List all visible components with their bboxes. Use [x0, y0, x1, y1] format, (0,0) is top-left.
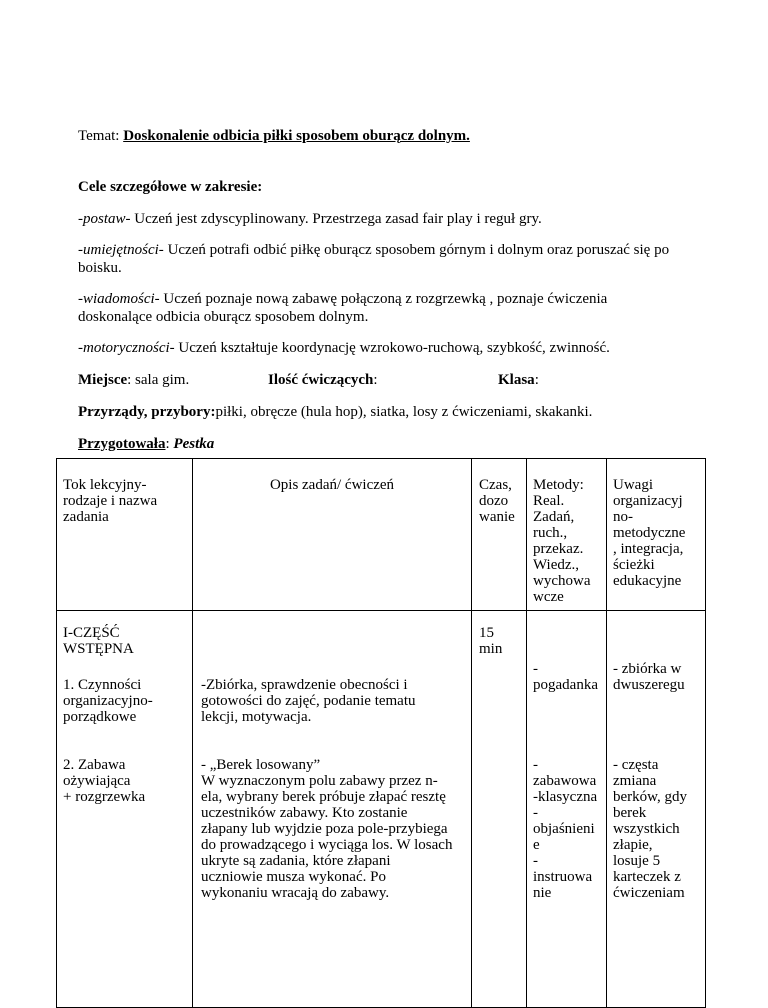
place-value: : sala gim. [127, 372, 190, 388]
header-methods: Metody: Real. Zadań, ruch., przekaz. Wiedz., wychowa wcze [533, 477, 591, 605]
table-row-task: 2. Zabawa ożywiająca + rozgrzewka [63, 757, 146, 805]
goal-umiejetnosci [78, 241, 678, 277]
goal-key: -wiadomości- [78, 291, 160, 307]
section-time: 15 min [479, 625, 503, 657]
column-divider [526, 459, 527, 1007]
goal-text: Uczeń jest zdyscyplinowany. Przestrzega zasad fair play i reguł gry. [130, 211, 542, 227]
header-notes: Uwagi organizacyj no- metodyczne , integracja, ścieżki edukacyjne [613, 477, 686, 589]
header-time: Czas, dozo wanie [479, 477, 515, 525]
place-info [78, 371, 189, 389]
goal-text: Uczeń potrafi odbić piłkę oburącz sposobem górnym i dolnym oraz poruszać się po boisku. [78, 242, 670, 276]
table-row-notes: - częsta zmiana berków, gdy berek wszystkich złapie, losuje 5 karteczek z ćwiczeniam [613, 757, 688, 901]
class-suffix: : [534, 372, 539, 388]
goal-key: -umiejętności- [78, 242, 164, 258]
prepared-line [78, 435, 214, 453]
header-description: Opis zadań/ ćwiczeń [269, 477, 395, 493]
prepared-name: Pestka [173, 436, 215, 452]
topic-label: Temat: [78, 128, 124, 144]
column-divider [192, 459, 193, 1007]
topic-line [78, 127, 470, 145]
equipment-value: piłki, obręcze (hula hop), siatka, losy z ćwiczeniami, skakanki. [215, 404, 593, 420]
count-info [268, 371, 378, 389]
class-info [498, 371, 539, 389]
goal-postaw [78, 210, 542, 228]
place-label: Miejsce [78, 372, 128, 388]
equipment-label: Przyrządy, przybory: [78, 404, 216, 420]
column-divider [606, 459, 607, 1007]
prepared-sep: : [165, 436, 174, 452]
goal-motorycznosci [78, 339, 610, 357]
goals-heading: Cele szczegółowe w zakresie: [78, 179, 263, 195]
header-task: Tok lekcyjny- rodzaje i nazwa zadania [63, 477, 158, 525]
table-row-method: - zabawowa -klasyczna - objaśnieni e - instruowa nie [533, 757, 598, 901]
table-row-description: - „Berek losowany” W wyznaczonym polu zabawy przez n- ela, wybrany berek próbuje złapać resztę uczestników zabawy. Kto zostanie złapany lub wyjdzie poza pole-przybiega do prowadzącego i wyciąga los. W losach ukryte są zadania, które złapani uczniowie musza wykonać. Po wykonaniu wracają do zabawy. [201, 757, 453, 901]
goal-text: Uczeń kształtuje koordynację wzrokowo-ruchową, szybkość, zwinność. [174, 340, 610, 356]
table-row-task: 1. Czynności organizacyjno- porządkowe [63, 677, 153, 725]
lesson-table [56, 458, 706, 1008]
section-name: I-CZĘŚĆ WSTĘPNA [63, 625, 134, 657]
topic-title: Doskonalenie odbicia piłki sposobem oburącz dolnym. [123, 128, 470, 144]
goal-text: Uczeń poznaje nową zabawę połączoną z rozgrzewką , poznaje ćwiczenia doskonalące odbicia oburącz sposobem dolnym. [78, 291, 608, 325]
column-divider [471, 459, 472, 1007]
equipment-line [78, 403, 592, 421]
header-row-divider [57, 610, 705, 611]
count-label: Ilość ćwiczących [268, 372, 374, 388]
goal-key: -postaw- [78, 211, 131, 227]
count-suffix: : [373, 372, 378, 388]
table-row-description: -Zbiórka, sprawdzenie obecności i gotowości do zajęć, podanie tematu lekcji, motywacja. [201, 677, 416, 725]
class-label: Klasa [498, 372, 535, 388]
goal-key: -motoryczności- [78, 340, 175, 356]
prepared-label: Przygotowała [78, 436, 166, 452]
table-row-notes: - zbiórka w dwuszeregu [613, 661, 685, 693]
table-row-method: - pogadanka [533, 661, 598, 693]
goal-wiadomosci [78, 290, 678, 326]
